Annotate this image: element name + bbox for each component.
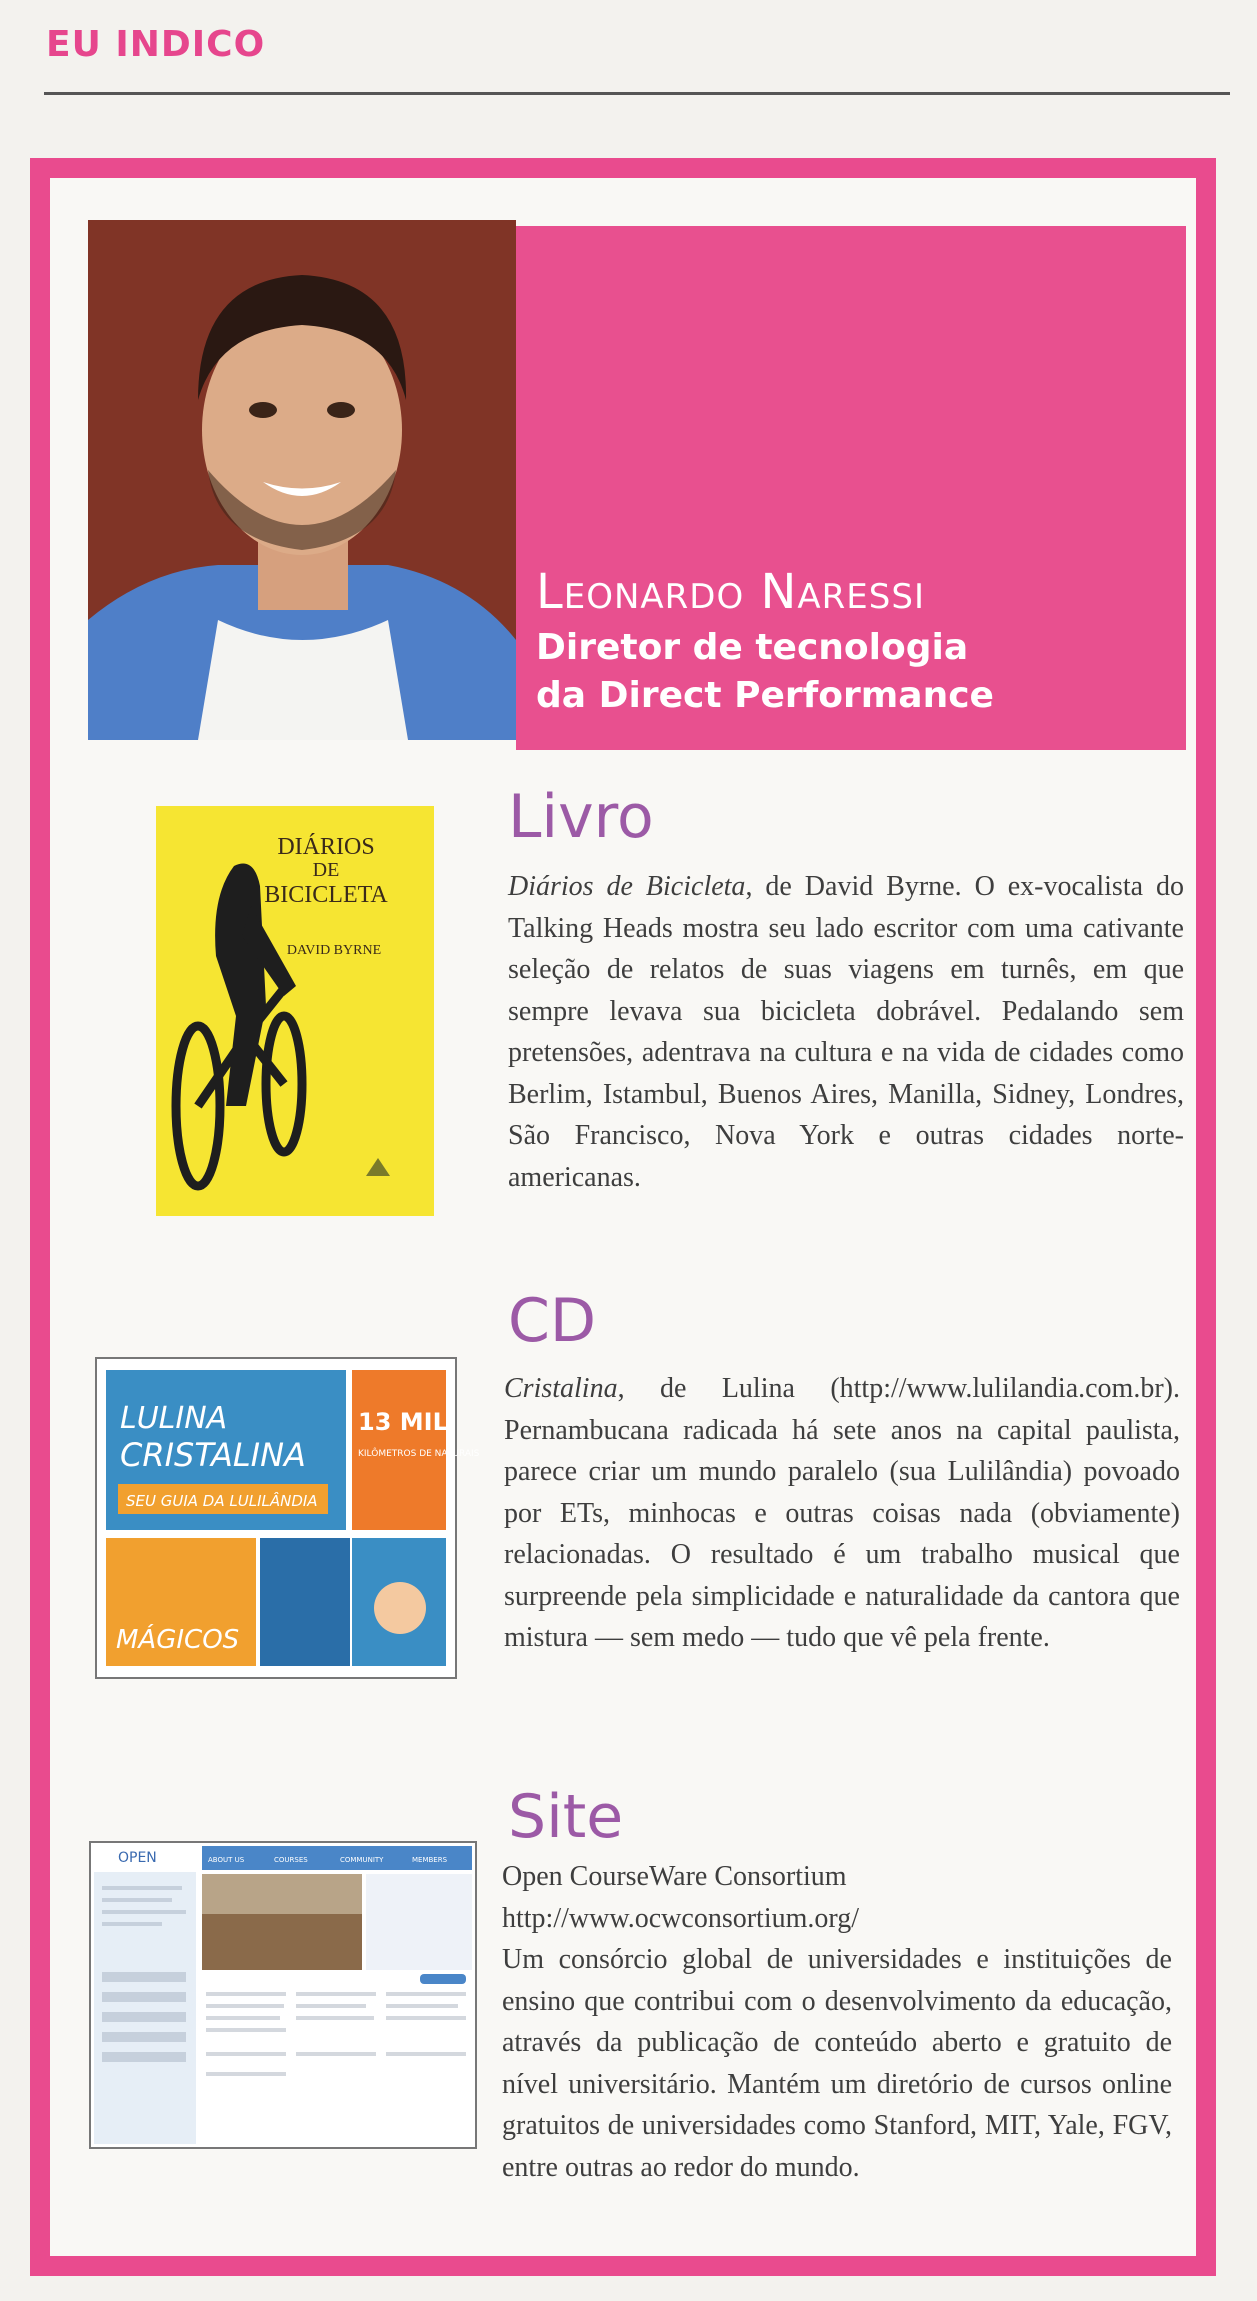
site-heading: Site — [508, 1782, 624, 1852]
site-url[interactable]: http://www.ocwconsortium.org/ — [502, 1902, 859, 1934]
book-text: , de David Byrne. O ex-vocalista do Talking Heads mostra seu lado escritor com uma cativante seleção de relatos de suas viagens em turnês, em que sempre levava sua bicicleta dobrável. Pedalando sem pretensões, adentrava na cultura e na vida de cidades como Berlim, Istambul, Buenos Aires, Manilla, Sidney, Londres, São Francisco, Nova York e outras cidades norte-americanas. — [508, 871, 1184, 1193]
site-screenshot-logo: OPEN — [118, 1850, 157, 1866]
book-heading: Livro — [508, 782, 654, 852]
site-nav-1: ABOUT US — [208, 1856, 245, 1864]
book-cover-author: DAVID BYRNE — [286, 943, 382, 958]
site-nav-3: COMMUNITY — [340, 1856, 384, 1864]
site-text: Um consórcio global de universidades e instituições de ensino que contribui com o desenvolvimento da educação, através da publicação de conteúdo aberto e gratuito de nível universitário. Mantém um diretório de cursos online gratuitos de universidades como Stanford, MIT, Yale, FGV, entre outras ao redor do mundo. — [502, 1944, 1172, 2183]
cd-cover-bottom: MÁGICOS — [116, 1625, 240, 1655]
book-cover — [156, 806, 434, 1216]
book-cover-title-1: DIÁRIOS — [277, 834, 375, 860]
person-role-line2: da Direct Performance — [536, 675, 994, 716]
cd-title: Cristalina — [504, 1373, 618, 1404]
person-role-line1: Diretor de tecnologia — [536, 627, 969, 668]
book-cover-title-3: BICICLETA — [264, 882, 388, 908]
book-description — [508, 866, 1184, 1198]
site-screenshot — [90, 1842, 476, 2148]
cd-cover-subtitle: SEU GUIA DA LULILÂNDIA — [126, 1492, 318, 1510]
person-photo — [88, 220, 516, 740]
person-name: Leonardo Naressi — [536, 564, 925, 620]
cd-heading: CD — [508, 1286, 597, 1356]
site-description — [502, 1856, 1172, 2188]
cd-cover — [96, 1358, 480, 1678]
section-label: EU INDICO — [46, 24, 266, 65]
cd-text: , de Lulina (http://www.lulilandia.com.br). Pernambucana radicada há sete anos na capital paulista, parece criar um mundo paralelo (sua Lulilândia) povoado por ETs, minhocas e outras coisas nada (obviamente) relacionadas. O resultado é um trabalho musical que surpreende pela simplicidade e naturalidade da cantora que mistura — sem medo — tudo que vê pela frente. — [504, 1373, 1180, 1653]
header-divider — [44, 92, 1230, 95]
cd-cover-line1: LULINA — [120, 1401, 228, 1436]
cd-cover-badge-number: 13 MIL — [358, 1408, 448, 1436]
person-role — [536, 624, 1156, 720]
site-nav-2: COURSES — [274, 1856, 308, 1864]
cd-face-icon — [374, 1582, 426, 1634]
cd-description — [504, 1368, 1180, 1659]
book-title: Diários de Bicicleta — [508, 871, 746, 902]
site-name: Open CourseWare Consortium — [502, 1861, 847, 1892]
site-nav-4: MEMBERS — [412, 1856, 448, 1864]
cd-cover-line2: CRISTALINA — [120, 1436, 306, 1474]
book-cover-title-2: DE — [312, 859, 340, 881]
cd-cover-badge-text: KILÔMETROS DE NATURAIS — [358, 1449, 480, 1459]
